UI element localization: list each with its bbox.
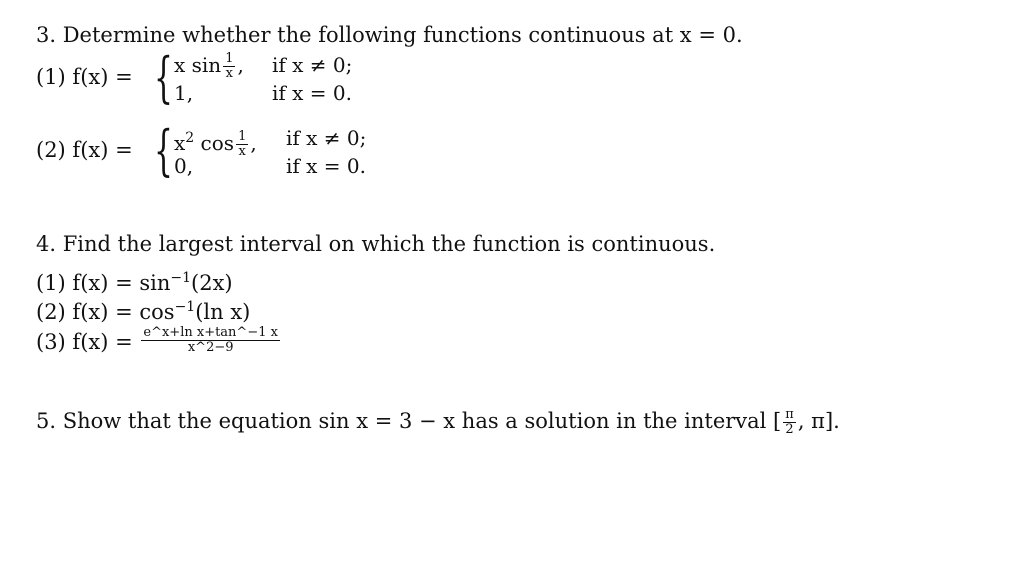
problem-3-heading: 3. Determine whether the following functions continuous at x = 0. (36, 23, 743, 47)
fraction-numerator: 1 (238, 129, 247, 144)
superscript: −1 (170, 270, 192, 286)
fraction (223, 52, 235, 81)
problem-3-part-1-case-1-condition: if x ≠ 0; (272, 53, 353, 77)
problem-3-part-2-case-2-condition: if x = 0. (286, 154, 366, 178)
left-brace-icon: { (154, 46, 173, 109)
problem-4-part-1-argument: (2x) (191, 271, 233, 295)
case-expr-text: x (174, 131, 186, 155)
problem-4-part-3 (36, 326, 282, 355)
problem-5-text: 5. Show that the equation sin x = 3 − x has a solution in the interval [ (36, 409, 782, 433)
problem-4-part-1-label: (1) f(x) = sin (36, 271, 171, 295)
problem-3-part-2-case-1-condition: if x ≠ 0; (286, 126, 367, 150)
problem-3-part-2 (36, 119, 436, 183)
fraction-denominator: x (223, 66, 235, 81)
left-brace-icon: { (154, 119, 173, 182)
problem-3-part-1-label: (1) f(x) = (36, 65, 133, 89)
problem-4-part-3-label: (3) f(x) = (36, 330, 133, 354)
fraction-denominator: x (236, 144, 248, 159)
problem-3-part-2-case-2-expr: 0, (174, 154, 194, 178)
problem-4-part-1 (36, 265, 233, 296)
fraction (236, 130, 248, 159)
fraction (141, 326, 280, 355)
fraction-numerator: π (785, 407, 794, 422)
fraction-denominator: 2 (783, 422, 796, 437)
problem-3-part-1-case-1-expr (174, 52, 244, 81)
fraction (783, 408, 796, 437)
fraction-numerator: 1 (225, 51, 234, 66)
fraction-denominator: x^2−9 (141, 340, 280, 355)
problem-5 (36, 408, 840, 437)
case-expr-text: cos (194, 131, 235, 155)
superscript: 2 (185, 130, 195, 146)
problem-3-part-1-case-2-condition: if x = 0. (272, 81, 352, 105)
case-tail: , (237, 53, 244, 77)
problem-4-heading: 4. Find the largest interval on which the function is continuous. (36, 232, 716, 256)
case-tail: , (250, 131, 257, 155)
problem-5-text-end: , π]. (797, 409, 840, 433)
problem-4-part-2-label: (2) f(x) = cos (36, 300, 175, 324)
superscript: −1 (174, 299, 196, 315)
problem-4-part-2 (36, 294, 250, 325)
problem-3-part-1-case-2-expr: 1, (174, 81, 194, 105)
problem-3-part-1 (36, 46, 436, 110)
fraction-numerator: e^x+ln x+tan^−1 x (143, 325, 278, 340)
problem-3-part-2-label: (2) f(x) = (36, 138, 133, 162)
problem-4-part-2-argument: (ln x) (195, 300, 251, 324)
case-expr-text: x sin (174, 53, 222, 77)
